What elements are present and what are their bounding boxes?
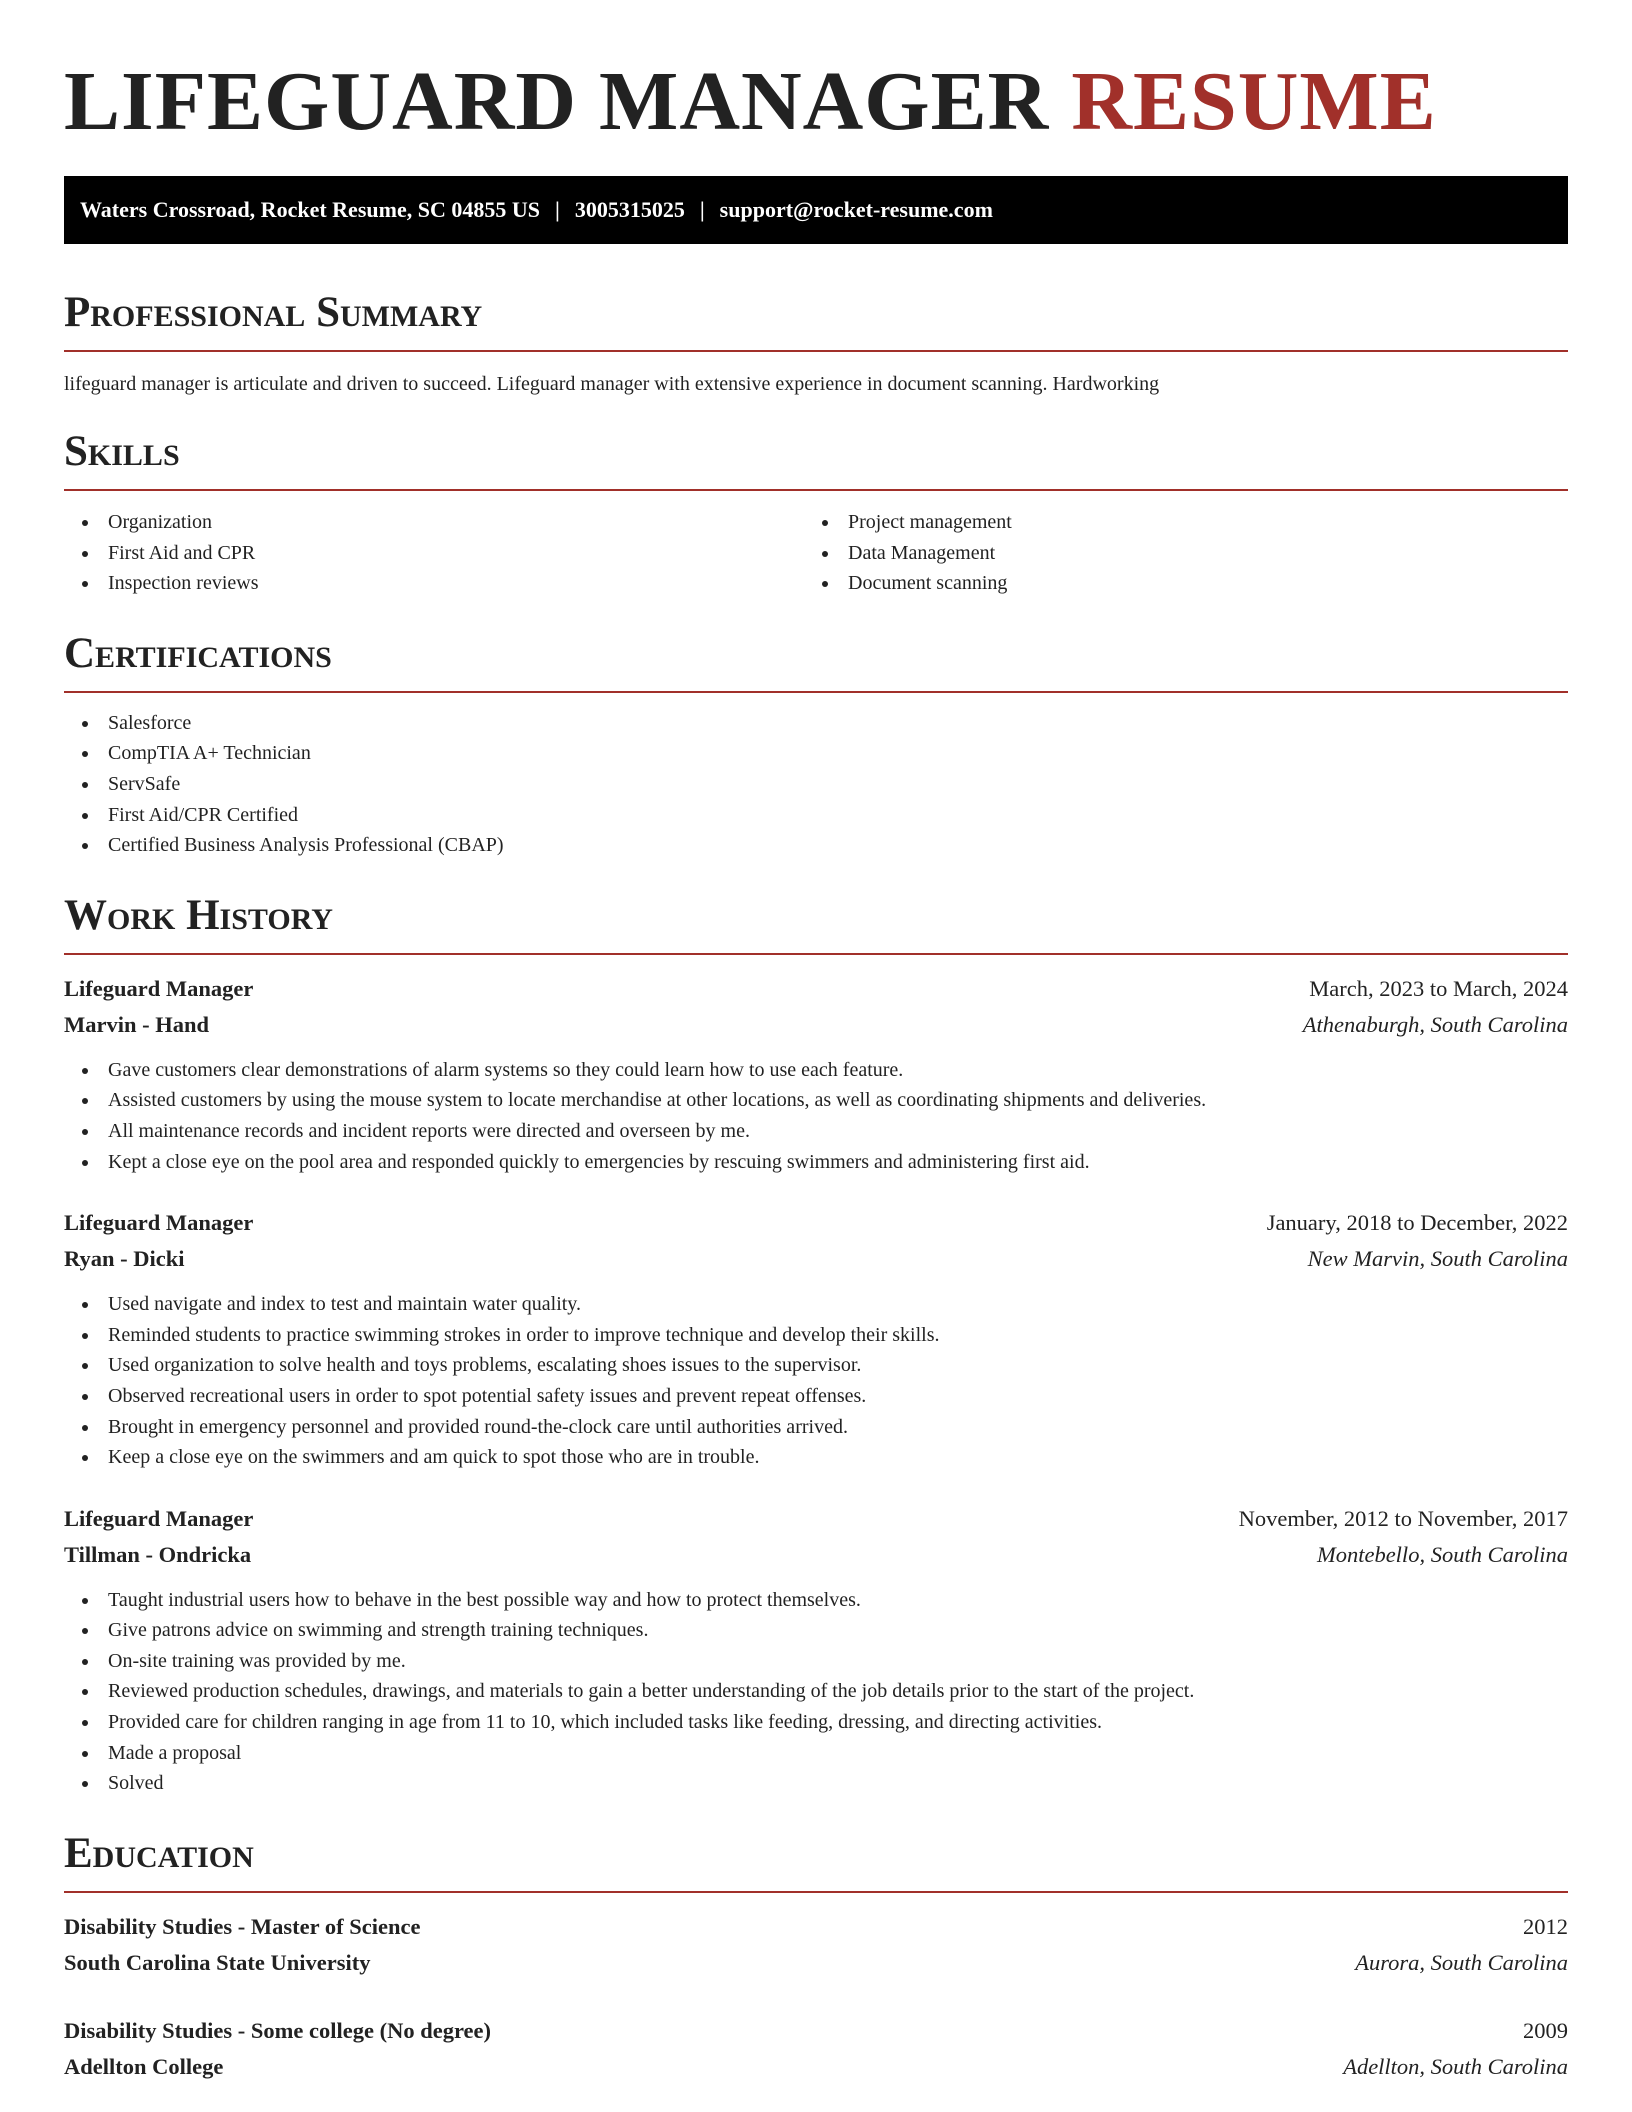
education-location: Aurora, South Carolina <box>1355 1949 1568 1975</box>
job-location: Athenaburgh, South Carolina <box>1302 1011 1568 1037</box>
job-subheader-row <box>64 1537 1568 1573</box>
certification-item: Salesforce <box>64 708 1568 739</box>
section-divider <box>64 350 1568 352</box>
title-main: LIFEGUARD MANAGER <box>64 55 1050 148</box>
job-subheader-row <box>64 1241 1568 1277</box>
job-company: Marvin - Hand <box>64 1011 210 1037</box>
section-heading-work-history: Work History <box>64 891 333 939</box>
job-title: Lifeguard Manager <box>64 1505 254 1531</box>
summary-text: lifeguard manager is articulate and driven to succeed. Lifeguard manager with extensive experience in document scanning. Hardworking <box>64 373 1160 395</box>
skill-item: Data Management <box>804 538 1544 569</box>
contact-phone: 3005315025 <box>574 197 685 222</box>
job-bullet: Reviewed production schedules, drawings, and materials to gain a better understanding of the job details prior to the start of the project. <box>64 1676 1568 1707</box>
title-accent: RESUME <box>1071 55 1437 148</box>
job-bullet: Observed recreational users in order to spot potential safety issues and prevent repeat offenses. <box>64 1381 1568 1412</box>
education-header-row <box>64 1909 1568 1945</box>
job-bullet: Provided care for children ranging in age from 11 to 10, which included tasks like feeding, dressing, and directing activities. <box>64 1707 1568 1738</box>
contact-separator: | <box>554 197 560 222</box>
job-dates: March, 2023 to March, 2024 <box>1309 975 1568 1001</box>
job-bullets <box>64 1585 1568 1799</box>
job-header-row <box>64 971 1568 1007</box>
job-bullet: Solved <box>64 1768 1568 1799</box>
skills-list-left <box>64 507 804 599</box>
education-section <box>64 1829 1568 2085</box>
education-year: 2009 <box>1523 2017 1568 2043</box>
job-bullet: Used organization to solve health and toys problems, escalating shoes issues to the supervisor. <box>64 1350 1568 1381</box>
section-divider <box>64 489 1568 491</box>
skills-section <box>64 427 1568 599</box>
job-entry <box>64 1501 1568 1799</box>
job-bullet: Used navigate and index to test and maintain water quality. <box>64 1289 1568 1320</box>
certification-item: Certified Business Analysis Professional (CBAP) <box>64 830 1568 861</box>
certification-item: ServSafe <box>64 769 1568 800</box>
section-heading-summary: Professional Summary <box>64 289 483 336</box>
job-title: Lifeguard Manager <box>64 975 254 1001</box>
education-degree: Disability Studies - Master of Science <box>64 1913 421 1939</box>
summary-section <box>64 288 1568 397</box>
job-header-row <box>64 1205 1568 1241</box>
job-bullet: Taught industrial users how to behave in the best possible way and how to protect themselves. <box>64 1585 1568 1616</box>
section-divider <box>64 953 1568 955</box>
job-bullet: On-site training was provided by me. <box>64 1646 1568 1677</box>
job-location: New Marvin, South Carolina <box>1307 1246 1568 1272</box>
certification-item: CompTIA A+ Technician <box>64 738 1568 769</box>
contact-address: Waters Crossroad, Rocket Resume, SC 04855 US <box>80 197 540 222</box>
job-bullet: Made a proposal <box>64 1738 1568 1769</box>
job-company: Ryan - Dicki <box>64 1246 185 1272</box>
job-bullet: Keep a close eye on the swimmers and am quick to spot those who are in trouble. <box>64 1442 1568 1473</box>
skills-grid <box>64 507 1568 599</box>
skills-list-right <box>804 507 1544 599</box>
section-heading-skills: Skills <box>64 428 180 475</box>
contact-separator: | <box>699 197 705 222</box>
education-degree: Disability Studies - Some college (No degree) <box>64 2017 492 2043</box>
certifications-section <box>64 629 1568 861</box>
certifications-list <box>64 708 1568 861</box>
job-bullet: Assisted customers by using the mouse system to locate merchandise at other locations, as well as coordinating shipments and deliveries. <box>64 1085 1568 1116</box>
job-bullet: Kept a close eye on the pool area and responded quickly to emergencies by rescuing swimmers and administering first aid. <box>64 1147 1568 1178</box>
resume-title <box>64 0 1568 152</box>
contact-bar <box>64 176 1568 244</box>
education-entry <box>64 1909 1568 1981</box>
job-bullet: All maintenance records and incident reports were directed and overseen by me. <box>64 1116 1568 1147</box>
education-school: Adellton College <box>64 2053 224 2079</box>
contact-email: support@rocket-resume.com <box>719 197 993 222</box>
education-location: Adellton, South Carolina <box>1343 2053 1568 2079</box>
education-year: 2012 <box>1523 1913 1568 1939</box>
section-heading-education: Education <box>64 1829 254 1877</box>
job-bullet: Reminded students to practice swimming strokes in order to improve technique and develop their skills. <box>64 1320 1568 1351</box>
education-subheader-row <box>64 1945 1568 1981</box>
skill-item: Organization <box>64 507 804 538</box>
job-header-row <box>64 1501 1568 1537</box>
job-dates: January, 2018 to December, 2022 <box>1266 1210 1568 1236</box>
education-subheader-row <box>64 2049 1568 2085</box>
skill-item: Document scanning <box>804 568 1544 599</box>
certification-item: First Aid/CPR Certified <box>64 800 1568 831</box>
education-school: South Carolina State University <box>64 1949 371 1975</box>
job-bullet: Brought in emergency personnel and provided round-the-clock care until authorities arrived. <box>64 1412 1568 1443</box>
education-entry <box>64 2013 1568 2085</box>
job-bullet: Give patrons advice on swimming and strength training techniques. <box>64 1615 1568 1646</box>
education-header-row <box>64 2013 1568 2049</box>
section-divider <box>64 691 1568 693</box>
job-entry <box>64 1205 1568 1473</box>
job-bullets <box>64 1055 1568 1177</box>
job-location: Montebello, South Carolina <box>1316 1541 1568 1567</box>
job-bullet: Gave customers clear demonstrations of alarm systems so they could learn how to use each feature. <box>64 1055 1568 1086</box>
job-bullets <box>64 1289 1568 1473</box>
section-heading-certifications: Certifications <box>64 629 332 677</box>
skill-item: Project management <box>804 507 1544 538</box>
job-dates: November, 2012 to November, 2017 <box>1238 1505 1568 1531</box>
work-history-section <box>64 891 1568 1799</box>
job-entry <box>64 971 1568 1177</box>
job-company: Tillman - Ondricka <box>64 1541 252 1567</box>
skill-item: First Aid and CPR <box>64 538 804 569</box>
job-title: Lifeguard Manager <box>64 1210 254 1236</box>
job-subheader-row <box>64 1007 1568 1043</box>
section-divider <box>64 1891 1568 1893</box>
skill-item: Inspection reviews <box>64 568 804 599</box>
